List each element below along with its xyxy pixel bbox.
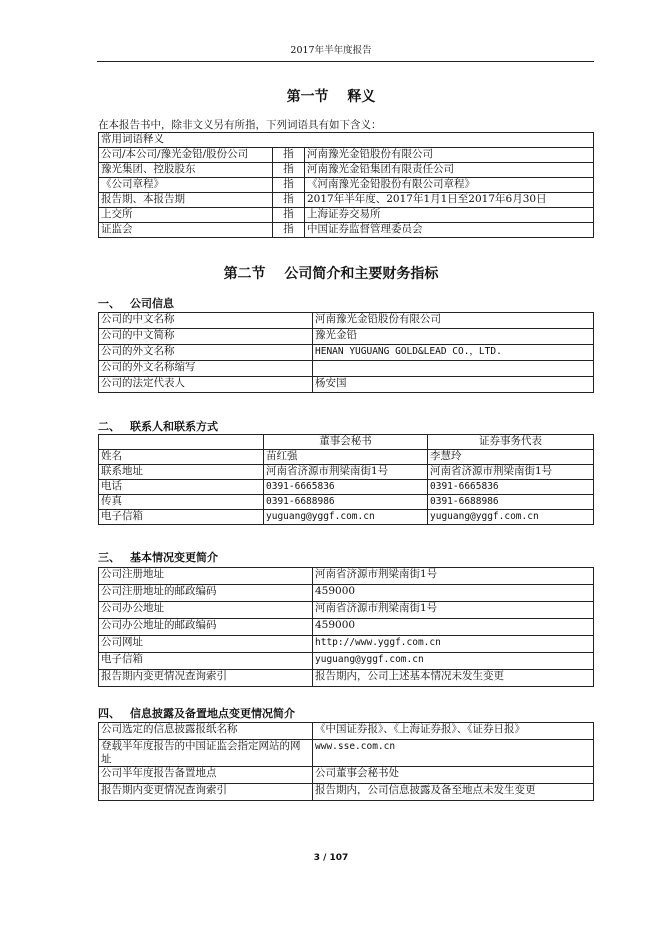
- running-header: 2017年半年度报告: [290, 45, 372, 56]
- table-cell: 电子信箱: [99, 653, 313, 670]
- table-cell: 指: [273, 223, 305, 238]
- table-cell: 上海证券交易所: [305, 208, 594, 223]
- table-cell: 联系地址: [99, 465, 264, 480]
- table-cell: 公司/本公司/豫光金铅/股份公司: [99, 148, 273, 163]
- table-cell: 报告期内变更情况查询索引: [99, 784, 313, 801]
- table-cell: 公司选定的信息披露报纸名称: [99, 723, 313, 740]
- table-cell: 指: [273, 163, 305, 178]
- table-cell: [313, 361, 594, 377]
- table-row: [99, 510, 594, 525]
- part-number: 三、: [98, 551, 120, 564]
- table-cell: 证监会: [99, 223, 273, 238]
- table-cell: 《河南豫光金铅股份有限公司章程》: [305, 178, 594, 193]
- part-number: 一、: [98, 297, 120, 310]
- table-row: [99, 740, 594, 767]
- table-row: [99, 619, 594, 636]
- company-info-table: [98, 312, 594, 393]
- basic-changes-table: [98, 567, 594, 687]
- table-cell: 指: [273, 178, 305, 193]
- table-cell: 电话: [99, 480, 264, 495]
- table-cell: 公司的法定代表人: [99, 377, 313, 393]
- header-cell: 证券事务代表: [428, 435, 594, 450]
- table-cell: 河南省济源市荆梁南街1号: [428, 465, 594, 480]
- table-cell: 上交所: [99, 208, 273, 223]
- table-cell: 登载半年度报告的中国证监会指定网站的网址: [99, 740, 313, 767]
- part4-heading: [98, 705, 295, 721]
- table-cell: 李慧玲: [428, 450, 594, 465]
- table-cell: 《中国证券报》、《上海证券报》、《证券日报》: [313, 723, 594, 740]
- table-cell: yuguang@yggf.com.cn: [428, 510, 594, 525]
- table-cell: http://www.yggf.com.cn: [313, 636, 594, 653]
- table-cell: 河南豫光金铅集团有限责任公司: [305, 163, 594, 178]
- table-cell: 河南豫光金铅股份有限公司: [313, 313, 594, 329]
- table-row: [99, 465, 594, 480]
- table-cell: 公司办公地址的邮政编码: [99, 619, 313, 636]
- table-cell: 报告期内变更情况查询索引: [99, 670, 313, 687]
- table-cell: 杨安国: [313, 377, 594, 393]
- table-row: [99, 148, 594, 163]
- part-number: 四、: [98, 707, 120, 720]
- table-cell: 河南省济源市荆梁南街1号: [313, 602, 594, 619]
- table-cell: 0391-6665836: [428, 480, 594, 495]
- table-cell: 公司的外文名称: [99, 345, 313, 361]
- table-cell: 0391-6688986: [428, 495, 594, 510]
- table-cell: www.sse.com.cn: [313, 740, 594, 767]
- table-cell: 459000: [313, 585, 594, 602]
- table-cell: 苗红强: [264, 450, 428, 465]
- table-cell: 0391-6665836: [264, 480, 428, 495]
- table-cell: 传真: [99, 495, 264, 510]
- table-cell: 指: [273, 193, 305, 208]
- table-row: [99, 377, 594, 393]
- table-row: [99, 178, 594, 193]
- table-row: [99, 636, 594, 653]
- disclosure-table: [98, 722, 594, 801]
- section2-title: 第二节 公司简介和主要财务指标: [223, 266, 439, 282]
- page-number: 3 / 107: [313, 853, 349, 863]
- table-cell: 报告期内，公司信息披露及备至地点未发生变更: [313, 784, 594, 801]
- part-title: 信息披露及备置地点变更情况简介: [130, 707, 295, 720]
- table-row: [99, 223, 594, 238]
- part-title: 基本情况变更简介: [130, 551, 218, 564]
- table-row: [99, 361, 594, 377]
- table-row: [99, 767, 594, 784]
- table-row: [99, 670, 594, 687]
- table-cell: 报告期、本报告期: [99, 193, 273, 208]
- table-cell: 报告期内，公司上述基本情况未发生变更: [313, 670, 594, 687]
- table-cell: 河南豫光金铅股份有限公司: [305, 148, 594, 163]
- table-cell: 公司半年度报告备置地点: [99, 767, 313, 784]
- section1-title: 第一节 释义: [286, 89, 376, 105]
- table-cell: 公司董事会秘书处: [313, 767, 594, 784]
- table-row: [99, 163, 594, 178]
- table-cell: 459000: [313, 619, 594, 636]
- contacts-table: [98, 434, 594, 525]
- table-cell: 姓名: [99, 450, 264, 465]
- table-cell: 公司的中文名称: [99, 313, 313, 329]
- table-title: 常用词语释义: [99, 133, 594, 148]
- section1-intro: 在本报告书中，除非文义另有所指，下列词语具有如下含义：: [98, 119, 382, 131]
- table-cell: 公司注册地址的邮政编码: [99, 585, 313, 602]
- part2-heading: [98, 418, 218, 434]
- part-title: 公司信息: [130, 297, 174, 310]
- table-row: [99, 480, 594, 495]
- table-cell: 0391-6688986: [264, 495, 428, 510]
- table-cell: 2017年半年度、2017年1月1日至2017年6月30日: [305, 193, 594, 208]
- table-cell: 《公司章程》: [99, 178, 273, 193]
- table-cell: 河南省济源市荆梁南街1号: [264, 465, 428, 480]
- table-cell: yuguang@yggf.com.cn: [264, 510, 428, 525]
- table-cell: 公司网址: [99, 636, 313, 653]
- table-row: [99, 313, 594, 329]
- table-cell: 中国证券监督管理委员会: [305, 223, 594, 238]
- part1-heading: [98, 295, 174, 311]
- table-row: [99, 653, 594, 670]
- table-cell: 指: [273, 208, 305, 223]
- part3-heading: [98, 549, 218, 565]
- table-row: [99, 784, 594, 801]
- definitions-table: [98, 132, 594, 238]
- table-row: [99, 568, 594, 585]
- header-cell: [99, 435, 264, 450]
- table-row: [99, 450, 594, 465]
- table-cell: 电子信箱: [99, 510, 264, 525]
- header-cell: 董事会秘书: [264, 435, 428, 450]
- table-cell: 公司办公地址: [99, 602, 313, 619]
- table-row: [99, 585, 594, 602]
- table-cell: 豫光集团、控股股东: [99, 163, 273, 178]
- part-number: 二、: [98, 420, 120, 433]
- header-divider: [97, 61, 594, 62]
- table-row: [99, 193, 594, 208]
- table-row: [99, 329, 594, 345]
- table-cell: 指: [273, 148, 305, 163]
- table-row: [99, 602, 594, 619]
- table-cell: 公司注册地址: [99, 568, 313, 585]
- table-row: [99, 723, 594, 740]
- part-title: 联系人和联系方式: [130, 420, 218, 433]
- table-row: [99, 495, 594, 510]
- table-cell: 豫光金铅: [313, 329, 594, 345]
- table-row: [99, 208, 594, 223]
- table-cell: 公司的外文名称缩写: [99, 361, 313, 377]
- table-cell: 公司的中文简称: [99, 329, 313, 345]
- table-row: [99, 345, 594, 361]
- table-cell: yuguang@yggf.com.cn: [313, 653, 594, 670]
- table-cell: 河南省济源市荆梁南街1号: [313, 568, 594, 585]
- table-cell: HENAN YUGUANG GOLD&LEAD CO.，LTD.: [313, 345, 594, 361]
